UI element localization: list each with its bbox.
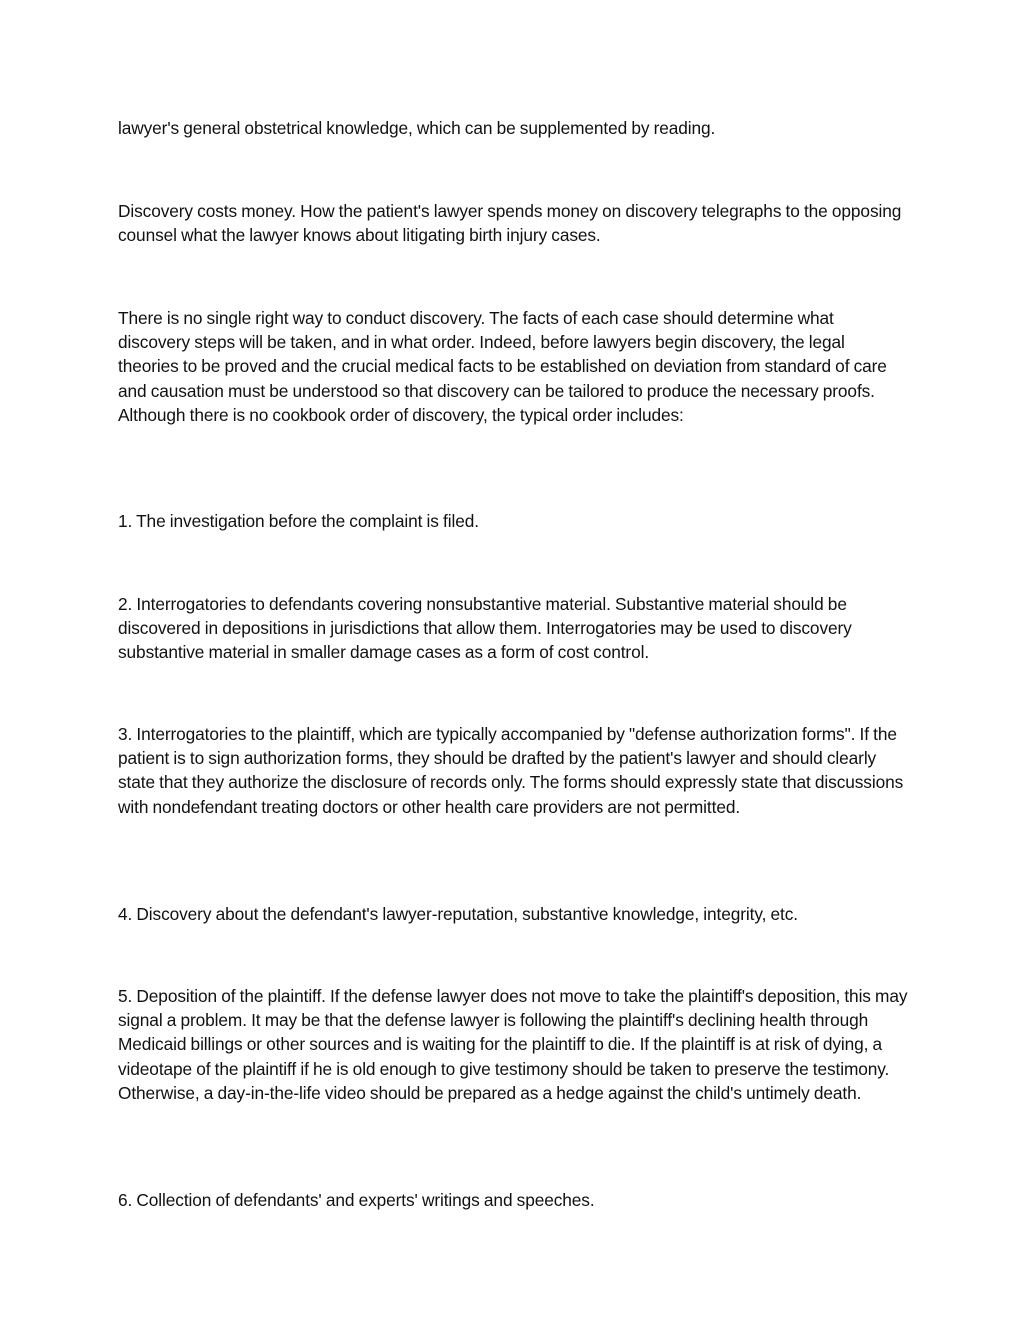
list-item-2: 2. Interrogatories to defendants covering nonsubstantive material. Substantive material should be discovered in depositions in jurisdictions that allow them. Interrogatories may be used to discovery substantive material in smaller damage cases as a form of cost control. <box>118 594 852 663</box>
paragraph-no-single-way: There is no single right way to conduct discovery. The facts of each case should determine what discovery steps will be taken, and in what order. Indeed, before lawyers begin discovery, the legal theories to be proved and the crucial medical facts to be established on deviation from standard of care and causation must be understood so that discovery can be tailored to produce the necessary proofs. Although there is no cookbook order of discovery, the typical order includes: <box>118 308 887 425</box>
list-item-6: 6. Collection of defendants' and experts' writings and speeches. <box>118 1190 595 1210</box>
paragraph-continuation: lawyer's general obstetrical knowledge, which can be supplemented by reading. <box>118 118 716 138</box>
list-item-5: 5. Deposition of the plaintiff. If the defense lawyer does not move to take the plaintiff's deposition, this may signal a problem. It may be that the defense lawyer is following the plaintiff's declining health through Medicaid billings or other sources and is waiting for the plaintiff to die. If the plaintiff is at risk of dying, a videotape of the plaintiff if he is old enough to give testimony should be taken to preserve the testimony. Otherwise, a day-in-the-life video should be prepared as a hedge against the child's untimely death. <box>118 986 908 1103</box>
list-item-4: 4. Discovery about the defendant's lawyer-reputation, substantive knowledge, integrity, etc. <box>118 904 798 924</box>
paragraph-discovery-costs: Discovery costs money. How the patient's lawyer spends money on discovery telegraphs to the opposing counsel what the lawyer knows about litigating birth injury cases. <box>118 201 902 246</box>
list-item-3: 3. Interrogatories to the plaintiff, which are typically accompanied by "defense authorization forms". If the patient is to sign authorization forms, they should be drafted by the patient's lawyer and should clearly state that they authorize the disclosure of records only. The forms should expressly state that discussions with nondefendant treating doctors or other health care providers are not permitted. <box>118 724 904 817</box>
list-item-1: 1. The investigation before the complaint is filed. <box>118 511 479 531</box>
